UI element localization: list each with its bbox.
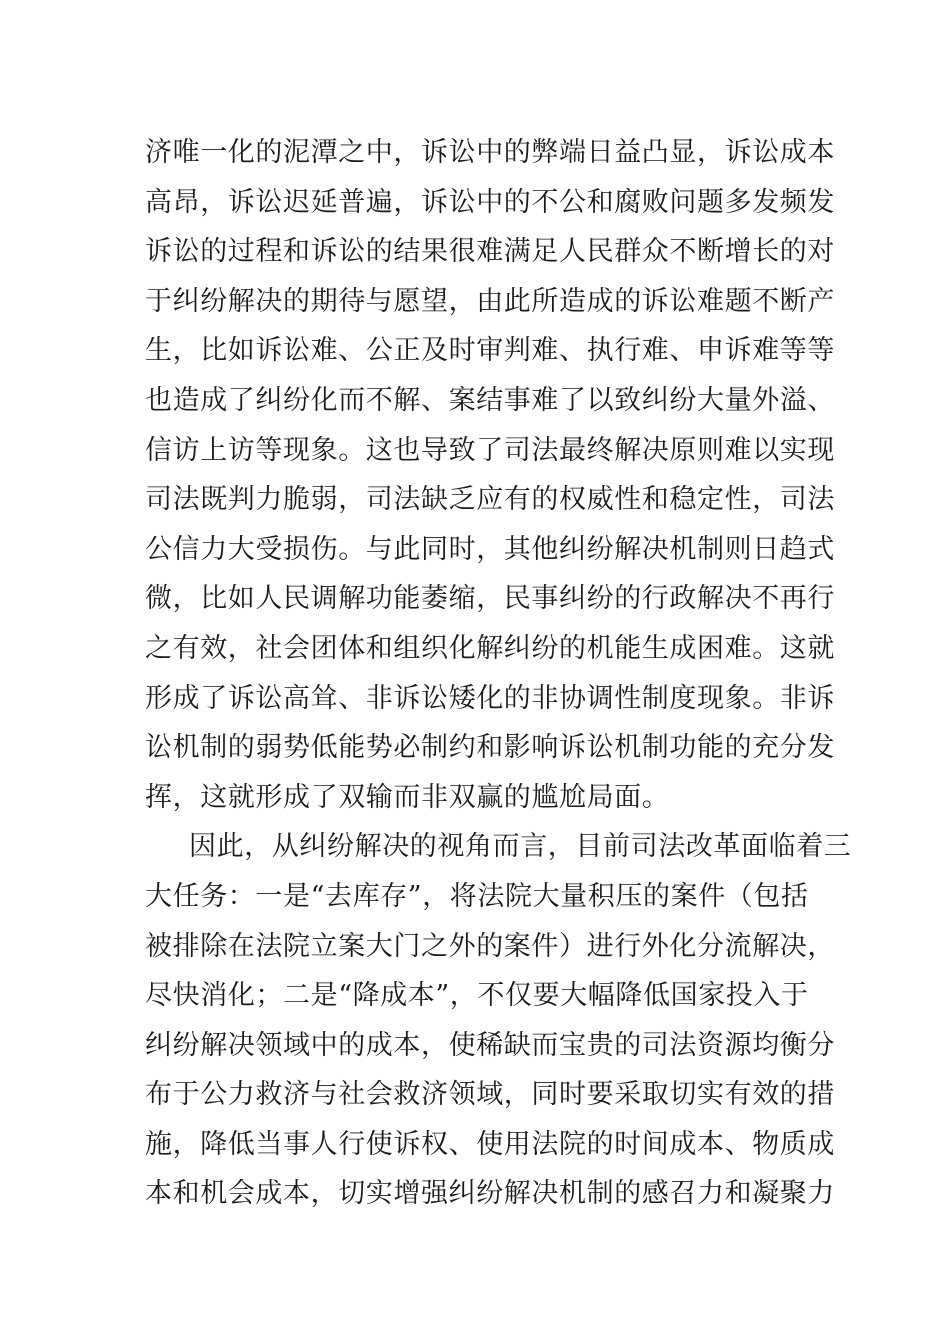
text-line: 诉讼的过程和诉讼的结果很难满足人民群众不断增长的对 — [145, 236, 835, 268]
text-line: 济唯一化的泥潭之中，诉讼中的弊端日益凸显，诉讼成本 — [145, 137, 835, 168]
text-line: 形成了诉讼高耸、非诉讼矮化的非协调性制度现象。非诉 — [145, 682, 835, 714]
text-line: 大任务：一是“去库存”，将法院大量积压的案件（包括 — [145, 880, 809, 912]
text-line: 之有效，社会团体和组织化解纠纷的机能生成困难。这就 — [145, 632, 835, 664]
text-line: 也造成了纠纷化而不解、案结事难了以致纠纷大量外溢、 — [145, 384, 835, 416]
text-line: 被排除在法院立案大门之外的案件）进行外化分流解决， — [145, 930, 835, 962]
text-line: 微，比如人民调解功能萎缩，民事纠纷的行政解决不再行 — [145, 583, 835, 615]
paragraph-start-line: 因此，从纠纷解决的视角而言，目前司法改革面临着三 — [189, 831, 852, 863]
text-line: 挥，这就形成了双输而非双赢的尴尬局面。 — [145, 781, 670, 813]
text-line: 司法既判力脆弱，司法缺乏应有的权威性和稳定性，司法 — [145, 484, 835, 516]
text-line: 高昂，诉讼迟延普遍，诉讼中的不公和腐败问题多发频发 — [145, 186, 835, 218]
text-line: 信访上访等现象。这也导致了司法最终解决原则难以实现 — [145, 434, 835, 466]
text-line: 生，比如诉讼难、公正及时审判难、执行难、申诉难等等 — [145, 335, 835, 367]
text-line: 布于公力救济与社会救济领域，同时要采取切实有效的措 — [145, 1079, 835, 1111]
text-line: 本和机会成本，切实增强纠纷解决机制的感召力和凝聚力 — [145, 1178, 835, 1210]
body-text — [145, 128, 852, 1219]
text-line: 纠纷解决领域中的成本，使稀缺而宝贵的司法资源均衡分 — [145, 1029, 835, 1061]
text-line: 尽快消化；二是“降成本”，不仅要大幅降低国家投入于 — [145, 980, 809, 1012]
text-line: 讼机制的弱势低能势必制约和影响诉讼机制功能的充分发 — [145, 732, 835, 764]
text-line: 公信力大受损伤。与此同时，其他纠纷解决机制则日趋式 — [145, 533, 835, 565]
text-line: 施，降低当事人行使诉权、使用法院的时间成本、物质成 — [145, 1128, 835, 1160]
text-line: 于纠纷解决的期待与愿望，由此所造成的诉讼难题不断产 — [145, 285, 835, 317]
